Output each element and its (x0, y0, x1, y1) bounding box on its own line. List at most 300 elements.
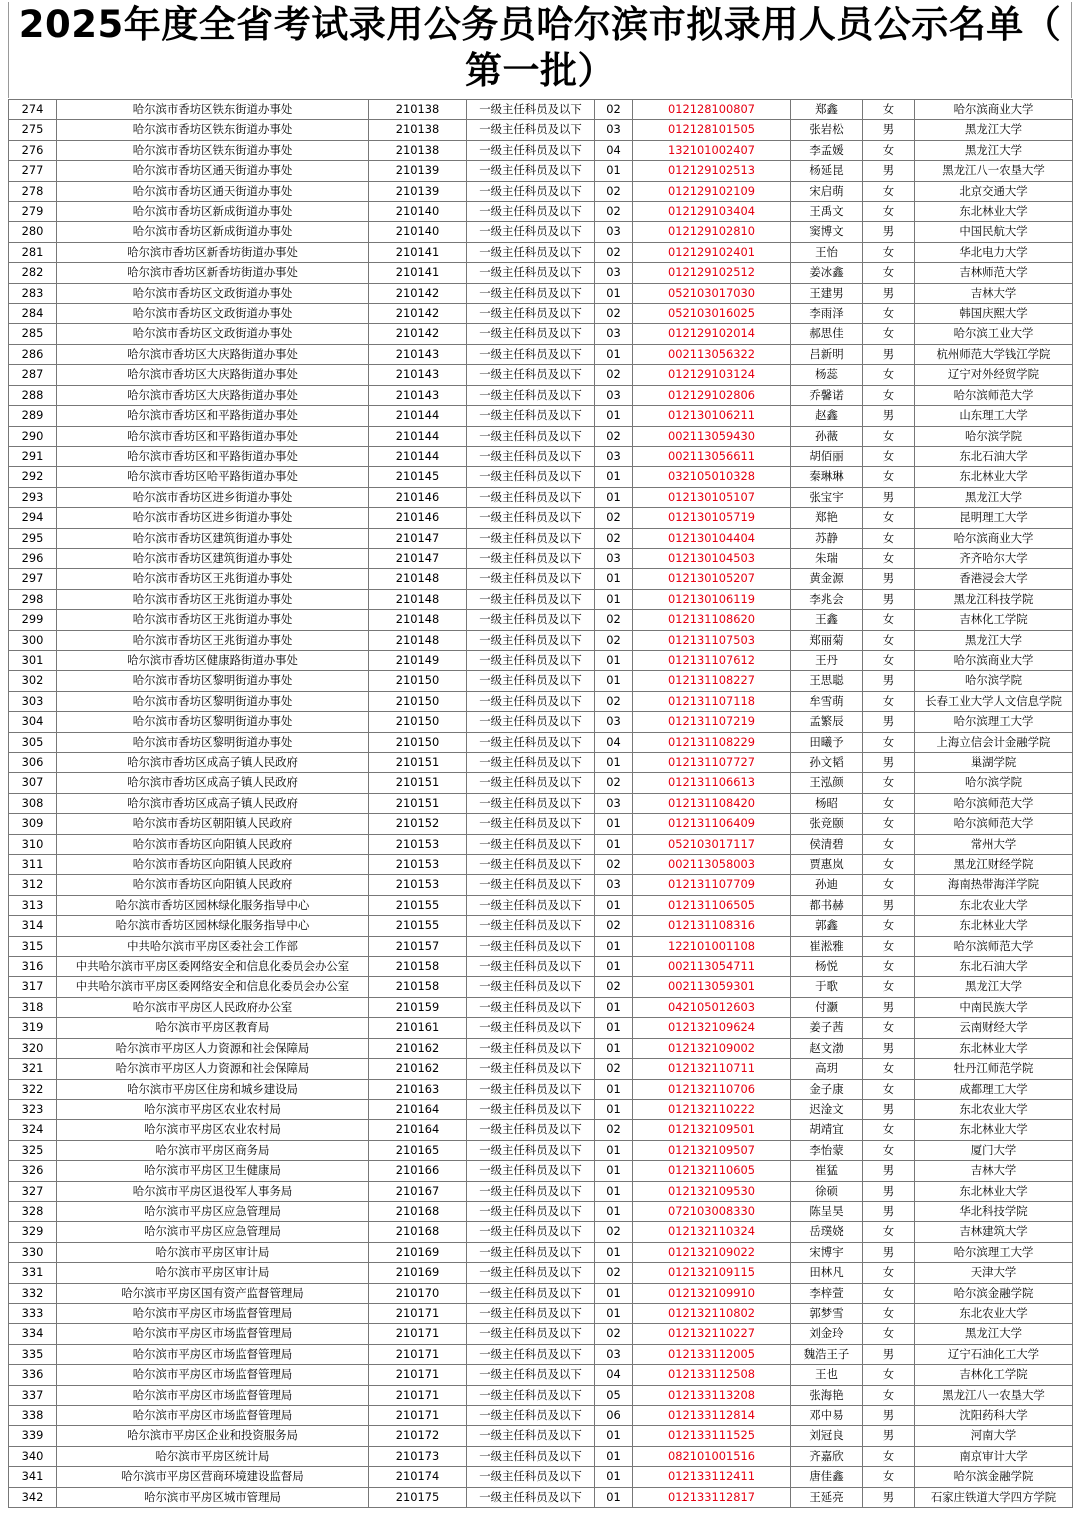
school-cell: 牡丹江师范学院 (915, 1059, 1073, 1079)
school-cell: 北京交通大学 (915, 181, 1073, 201)
school-cell: 哈尔滨理工大学 (915, 1242, 1073, 1262)
gender-cell: 女 (863, 1140, 915, 1160)
row-number-cell: 317 (9, 977, 57, 997)
gender-cell: 女 (863, 202, 915, 222)
position-code-cell: 210146 (369, 508, 467, 528)
employer-cell: 哈尔滨市香坊区大庆路街道办事处 (57, 365, 369, 385)
position-code-cell: 210150 (369, 691, 467, 711)
candidate-name-cell: 胡靖宜 (791, 1120, 863, 1140)
gender-cell: 女 (863, 916, 915, 936)
table-row (9, 1242, 1073, 1262)
school-cell: 吉林建筑大学 (915, 1222, 1073, 1242)
position-rank-cell: 01 (595, 997, 633, 1017)
ticket-number-cell: 132101002407 (633, 140, 791, 160)
candidate-name-cell: 魏浩王子 (791, 1344, 863, 1364)
candidate-name-cell: 宋启萌 (791, 181, 863, 201)
row-number-cell: 287 (9, 365, 57, 385)
row-number-cell: 284 (9, 304, 57, 324)
position-rank-cell: 01 (595, 834, 633, 854)
ticket-number-cell: 012133112508 (633, 1365, 791, 1385)
position-level-cell: 一级主任科员及以下 (467, 467, 595, 487)
candidate-name-cell: 崔猛 (791, 1161, 863, 1181)
position-level-cell: 一级主任科员及以下 (467, 732, 595, 752)
position-rank-cell: 01 (595, 1426, 633, 1446)
row-number-cell: 292 (9, 467, 57, 487)
ticket-number-cell: 012132109530 (633, 1181, 791, 1201)
school-cell: 哈尔滨学院 (915, 671, 1073, 691)
gender-cell: 女 (863, 793, 915, 813)
position-rank-cell: 01 (595, 1181, 633, 1201)
ticket-number-cell: 012132109910 (633, 1283, 791, 1303)
gender-cell: 男 (863, 406, 915, 426)
gender-cell: 女 (863, 1059, 915, 1079)
candidate-name-cell: 郭梦雪 (791, 1303, 863, 1323)
employer-cell: 哈尔滨市平房区住房和城乡建设局 (57, 1079, 369, 1099)
employer-cell: 哈尔滨市平房区应急管理局 (57, 1222, 369, 1242)
ticket-number-cell: 012132109022 (633, 1242, 791, 1262)
employer-cell: 哈尔滨市平房区国有资产监督管理局 (57, 1283, 369, 1303)
candidate-name-cell: 李雨泽 (791, 304, 863, 324)
school-cell: 哈尔滨学院 (915, 773, 1073, 793)
gender-cell: 女 (863, 263, 915, 283)
position-rank-cell: 03 (595, 793, 633, 813)
position-level-cell: 一级主任科员及以下 (467, 569, 595, 589)
school-cell: 哈尔滨师范大学 (915, 385, 1073, 405)
position-level-cell: 一级主任科员及以下 (467, 1099, 595, 1119)
row-number-cell: 311 (9, 855, 57, 875)
table-row (9, 100, 1073, 120)
school-cell: 齐齐哈尔大学 (915, 548, 1073, 568)
row-number-cell: 307 (9, 773, 57, 793)
ticket-number-cell: 012129102512 (633, 263, 791, 283)
table-row (9, 814, 1073, 834)
candidate-name-cell: 都书赫 (791, 895, 863, 915)
employer-cell: 哈尔滨市平房区卫生健康局 (57, 1161, 369, 1181)
school-cell: 黑龙江大学 (915, 977, 1073, 997)
table-row (9, 140, 1073, 160)
employer-cell: 哈尔滨市平房区市场监督管理局 (57, 1324, 369, 1344)
position-code-cell: 210144 (369, 446, 467, 466)
employer-cell: 哈尔滨市香坊区铁东街道办事处 (57, 120, 369, 140)
page-title (8, 2, 1072, 98)
position-rank-cell: 01 (595, 1038, 633, 1058)
position-level-cell: 一级主任科员及以下 (467, 1038, 595, 1058)
position-code-cell: 210142 (369, 324, 467, 344)
position-code-cell: 210138 (369, 140, 467, 160)
position-level-cell: 一级主任科员及以下 (467, 712, 595, 732)
school-cell: 哈尔滨学院 (915, 426, 1073, 446)
employer-cell: 哈尔滨市香坊区黎明街道办事处 (57, 712, 369, 732)
candidate-name-cell: 田林凡 (791, 1263, 863, 1283)
table-row (9, 610, 1073, 630)
table-row (9, 242, 1073, 262)
gender-cell: 男 (863, 1099, 915, 1119)
school-cell: 上海立信会计金融学院 (915, 732, 1073, 752)
gender-cell: 女 (863, 467, 915, 487)
position-code-cell: 210142 (369, 283, 467, 303)
candidate-name-cell: 李兆会 (791, 589, 863, 609)
gender-cell: 女 (863, 1283, 915, 1303)
table-row (9, 181, 1073, 201)
position-level-cell: 一级主任科员及以下 (467, 242, 595, 262)
employer-cell: 哈尔滨市香坊区健康路街道办事处 (57, 650, 369, 670)
school-cell: 哈尔滨理工大学 (915, 712, 1073, 732)
ticket-number-cell: 012133111525 (633, 1426, 791, 1446)
gender-cell: 女 (863, 365, 915, 385)
position-level-cell: 一级主任科员及以下 (467, 1467, 595, 1487)
table-row (9, 1303, 1073, 1323)
candidate-name-cell: 李怡蒙 (791, 1140, 863, 1160)
ticket-number-cell: 032105010328 (633, 467, 791, 487)
row-number-cell: 289 (9, 406, 57, 426)
position-level-cell: 一级主任科员及以下 (467, 691, 595, 711)
position-code-cell: 210172 (369, 1426, 467, 1446)
candidate-name-cell: 崔淞雅 (791, 936, 863, 956)
gender-cell: 女 (863, 1303, 915, 1323)
table-row (9, 161, 1073, 181)
school-cell: 成都理工大学 (915, 1079, 1073, 1099)
position-rank-cell: 01 (595, 467, 633, 487)
position-level-cell: 一级主任科员及以下 (467, 406, 595, 426)
employer-cell: 哈尔滨市平房区应急管理局 (57, 1201, 369, 1221)
position-rank-cell: 01 (595, 1303, 633, 1323)
position-level-cell: 一级主任科员及以下 (467, 1487, 595, 1507)
ticket-number-cell: 012130105207 (633, 569, 791, 589)
candidate-name-cell: 乔馨诺 (791, 385, 863, 405)
employer-cell: 哈尔滨市香坊区进乡街道办事处 (57, 508, 369, 528)
employer-cell: 哈尔滨市平房区人力资源和社会保障局 (57, 1038, 369, 1058)
ticket-number-cell: 012131106613 (633, 773, 791, 793)
row-number-cell: 303 (9, 691, 57, 711)
position-level-cell: 一级主任科员及以下 (467, 1446, 595, 1466)
candidate-name-cell: 徐硕 (791, 1181, 863, 1201)
position-level-cell: 一级主任科员及以下 (467, 548, 595, 568)
candidate-name-cell: 侯清碧 (791, 834, 863, 854)
table-row (9, 1344, 1073, 1364)
table-row (9, 1446, 1073, 1466)
position-rank-cell: 03 (595, 324, 633, 344)
school-cell: 东北林业大学 (915, 1038, 1073, 1058)
school-cell: 东北农业大学 (915, 1099, 1073, 1119)
position-rank-cell: 04 (595, 732, 633, 752)
table-row (9, 304, 1073, 324)
position-level-cell: 一级主任科员及以下 (467, 508, 595, 528)
school-cell: 东北农业大学 (915, 895, 1073, 915)
table-row (9, 569, 1073, 589)
position-code-cell: 210170 (369, 1283, 467, 1303)
employer-cell: 哈尔滨市香坊区通天街道办事处 (57, 181, 369, 201)
employer-cell: 哈尔滨市香坊区园林绿化服务指导中心 (57, 916, 369, 936)
row-number-cell: 309 (9, 814, 57, 834)
position-code-cell: 210158 (369, 957, 467, 977)
row-number-cell: 276 (9, 140, 57, 160)
position-level-cell: 一级主任科员及以下 (467, 793, 595, 813)
school-cell: 海南热带海洋学院 (915, 875, 1073, 895)
gender-cell: 女 (863, 691, 915, 711)
position-rank-cell: 01 (595, 589, 633, 609)
position-level-cell: 一级主任科员及以下 (467, 202, 595, 222)
ticket-number-cell: 072103008330 (633, 1201, 791, 1221)
candidate-name-cell: 赵鑫 (791, 406, 863, 426)
candidate-name-cell: 杨延昆 (791, 161, 863, 181)
table-row (9, 630, 1073, 650)
school-cell: 中南民族大学 (915, 997, 1073, 1017)
position-code-cell: 210139 (369, 181, 467, 201)
gender-cell: 男 (863, 569, 915, 589)
row-number-cell: 319 (9, 1018, 57, 1038)
table-row (9, 1426, 1073, 1446)
table-row (9, 753, 1073, 773)
row-number-cell: 305 (9, 732, 57, 752)
candidate-name-cell: 郭鑫 (791, 916, 863, 936)
table-row (9, 1181, 1073, 1201)
position-code-cell: 210165 (369, 1140, 467, 1160)
ticket-number-cell: 012132110706 (633, 1079, 791, 1099)
school-cell: 吉林大学 (915, 1161, 1073, 1181)
position-rank-cell: 02 (595, 426, 633, 446)
row-number-cell: 340 (9, 1446, 57, 1466)
row-number-cell: 334 (9, 1324, 57, 1344)
position-rank-cell: 02 (595, 691, 633, 711)
row-number-cell: 286 (9, 344, 57, 364)
candidate-name-cell: 王怡 (791, 242, 863, 262)
ticket-number-cell: 012131108229 (633, 732, 791, 752)
table-row (9, 222, 1073, 242)
table-row (9, 650, 1073, 670)
employer-cell: 哈尔滨市香坊区园林绿化服务指导中心 (57, 895, 369, 915)
position-rank-cell: 02 (595, 1059, 633, 1079)
gender-cell: 男 (863, 161, 915, 181)
position-code-cell: 210152 (369, 814, 467, 834)
ticket-number-cell: 012129102014 (633, 324, 791, 344)
gender-cell: 女 (863, 1365, 915, 1385)
row-number-cell: 320 (9, 1038, 57, 1058)
position-code-cell: 210171 (369, 1303, 467, 1323)
position-rank-cell: 02 (595, 202, 633, 222)
position-level-cell: 一级主任科员及以下 (467, 1242, 595, 1262)
position-level-cell: 一级主任科员及以下 (467, 814, 595, 834)
gender-cell: 男 (863, 895, 915, 915)
ticket-number-cell: 012132110605 (633, 1161, 791, 1181)
table-row (9, 1161, 1073, 1181)
table-row (9, 875, 1073, 895)
candidate-name-cell: 岳璞娆 (791, 1222, 863, 1242)
position-rank-cell: 01 (595, 1487, 633, 1507)
employer-cell: 哈尔滨市香坊区成高子镇人民政府 (57, 773, 369, 793)
position-level-cell: 一级主任科员及以下 (467, 997, 595, 1017)
position-rank-cell: 04 (595, 140, 633, 160)
position-level-cell: 一级主任科员及以下 (467, 344, 595, 364)
position-level-cell: 一级主任科员及以下 (467, 1140, 595, 1160)
candidate-name-cell: 窦博文 (791, 222, 863, 242)
employer-cell: 哈尔滨市香坊区和平路街道办事处 (57, 426, 369, 446)
row-number-cell: 306 (9, 753, 57, 773)
school-cell: 吉林师范大学 (915, 263, 1073, 283)
row-number-cell: 333 (9, 1303, 57, 1323)
position-level-cell: 一级主任科员及以下 (467, 936, 595, 956)
gender-cell: 女 (863, 1324, 915, 1344)
position-level-cell: 一级主任科员及以下 (467, 957, 595, 977)
position-code-cell: 210174 (369, 1467, 467, 1487)
table-row (9, 406, 1073, 426)
ticket-number-cell: 012132110324 (633, 1222, 791, 1242)
position-level-cell: 一级主任科员及以下 (467, 487, 595, 507)
position-level-cell: 一级主任科员及以下 (467, 1222, 595, 1242)
ticket-number-cell: 012132109501 (633, 1120, 791, 1140)
employer-cell: 哈尔滨市香坊区文政街道办事处 (57, 324, 369, 344)
table-row (9, 691, 1073, 711)
table-row (9, 263, 1073, 283)
position-rank-cell: 01 (595, 569, 633, 589)
gender-cell: 女 (863, 650, 915, 670)
gender-cell: 男 (863, 997, 915, 1017)
position-code-cell: 210147 (369, 548, 467, 568)
row-number-cell: 312 (9, 875, 57, 895)
school-cell: 哈尔滨师范大学 (915, 793, 1073, 813)
position-level-cell: 一级主任科员及以下 (467, 875, 595, 895)
table-row (9, 283, 1073, 303)
school-cell: 河南大学 (915, 1426, 1073, 1446)
ticket-number-cell: 012133112814 (633, 1406, 791, 1426)
candidate-name-cell: 孙迪 (791, 875, 863, 895)
candidate-name-cell: 田曦予 (791, 732, 863, 752)
school-cell: 韩国庆熙大学 (915, 304, 1073, 324)
candidate-name-cell: 张海艳 (791, 1385, 863, 1405)
position-rank-cell: 01 (595, 1079, 633, 1099)
employer-cell: 哈尔滨市香坊区王兆街道办事处 (57, 630, 369, 650)
position-code-cell: 210150 (369, 712, 467, 732)
position-level-cell: 一级主任科员及以下 (467, 1059, 595, 1079)
position-level-cell: 一级主任科员及以下 (467, 446, 595, 466)
candidate-name-cell: 牟雪萌 (791, 691, 863, 711)
position-code-cell: 210164 (369, 1120, 467, 1140)
gender-cell: 女 (863, 140, 915, 160)
employer-cell: 中共哈尔滨市平房区委社会工作部 (57, 936, 369, 956)
row-number-cell: 310 (9, 834, 57, 854)
candidate-name-cell: 杨悦 (791, 957, 863, 977)
school-cell: 哈尔滨商业大学 (915, 528, 1073, 548)
employer-cell: 哈尔滨市香坊区新香坊街道办事处 (57, 242, 369, 262)
position-code-cell: 210169 (369, 1263, 467, 1283)
row-number-cell: 322 (9, 1079, 57, 1099)
ticket-number-cell: 012133113208 (633, 1385, 791, 1405)
position-level-cell: 一级主任科员及以下 (467, 385, 595, 405)
position-code-cell: 210153 (369, 834, 467, 854)
candidate-name-cell: 黄金源 (791, 569, 863, 589)
position-rank-cell: 02 (595, 1324, 633, 1344)
table-row (9, 548, 1073, 568)
position-level-cell: 一级主任科员及以下 (467, 773, 595, 793)
gender-cell: 女 (863, 446, 915, 466)
gender-cell: 女 (863, 773, 915, 793)
position-rank-cell: 06 (595, 1406, 633, 1426)
candidate-name-cell: 宋博宇 (791, 1242, 863, 1262)
employer-cell: 哈尔滨市平房区人力资源和社会保障局 (57, 1059, 369, 1079)
row-number-cell: 335 (9, 1344, 57, 1364)
ticket-number-cell: 012131108620 (633, 610, 791, 630)
position-code-cell: 210141 (369, 263, 467, 283)
ticket-number-cell: 122101001108 (633, 936, 791, 956)
employer-cell: 哈尔滨市香坊区朝阳镇人民政府 (57, 814, 369, 834)
position-rank-cell: 03 (595, 1344, 633, 1364)
table-row (9, 487, 1073, 507)
position-rank-cell: 01 (595, 936, 633, 956)
position-code-cell: 210147 (369, 528, 467, 548)
candidate-name-cell: 郑丽菊 (791, 630, 863, 650)
ticket-number-cell: 012133112411 (633, 1467, 791, 1487)
table-row (9, 508, 1073, 528)
table-row (9, 1018, 1073, 1038)
position-level-cell: 一级主任科员及以下 (467, 1201, 595, 1221)
employer-cell: 哈尔滨市平房区企业和投资服务局 (57, 1426, 369, 1446)
row-number-cell: 321 (9, 1059, 57, 1079)
position-rank-cell: 01 (595, 406, 633, 426)
row-number-cell: 318 (9, 997, 57, 1017)
table-row (9, 793, 1073, 813)
position-code-cell: 210157 (369, 936, 467, 956)
ticket-number-cell: 042105012603 (633, 997, 791, 1017)
position-rank-cell: 01 (595, 1201, 633, 1221)
position-rank-cell: 02 (595, 916, 633, 936)
position-rank-cell: 02 (595, 508, 633, 528)
employer-cell: 哈尔滨市平房区审计局 (57, 1242, 369, 1262)
position-rank-cell: 01 (595, 1283, 633, 1303)
row-number-cell: 330 (9, 1242, 57, 1262)
roster-body (9, 100, 1073, 1508)
position-code-cell: 210145 (369, 467, 467, 487)
table-row (9, 467, 1073, 487)
table-row (9, 1099, 1073, 1119)
position-rank-cell: 02 (595, 855, 633, 875)
position-level-cell: 一级主任科员及以下 (467, 1426, 595, 1446)
table-row (9, 895, 1073, 915)
position-rank-cell: 01 (595, 1446, 633, 1466)
candidate-name-cell: 王延亮 (791, 1487, 863, 1507)
school-cell: 沈阳药科大学 (915, 1406, 1073, 1426)
position-rank-cell: 02 (595, 1263, 633, 1283)
school-cell: 东北农业大学 (915, 1303, 1073, 1323)
position-level-cell: 一级主任科员及以下 (467, 1079, 595, 1099)
position-code-cell: 210171 (369, 1344, 467, 1364)
candidate-name-cell: 孙文韬 (791, 753, 863, 773)
position-level-cell: 一级主任科员及以下 (467, 916, 595, 936)
gender-cell: 女 (863, 1263, 915, 1283)
position-level-cell: 一级主任科员及以下 (467, 650, 595, 670)
candidate-name-cell: 王丹 (791, 650, 863, 670)
position-code-cell: 210171 (369, 1406, 467, 1426)
gender-cell: 女 (863, 610, 915, 630)
school-cell: 哈尔滨商业大学 (915, 100, 1073, 120)
gender-cell: 女 (863, 548, 915, 568)
ticket-number-cell: 012131107709 (633, 875, 791, 895)
position-code-cell: 210164 (369, 1099, 467, 1119)
table-row (9, 1406, 1073, 1426)
position-code-cell: 210140 (369, 222, 467, 242)
candidate-name-cell: 迟淦文 (791, 1099, 863, 1119)
table-row (9, 671, 1073, 691)
position-code-cell: 210143 (369, 365, 467, 385)
position-rank-cell: 02 (595, 630, 633, 650)
gender-cell: 女 (863, 1120, 915, 1140)
employer-cell: 哈尔滨市香坊区王兆街道办事处 (57, 610, 369, 630)
school-cell: 哈尔滨师范大学 (915, 814, 1073, 834)
school-cell: 黑龙江大学 (915, 140, 1073, 160)
ticket-number-cell: 012131106505 (633, 895, 791, 915)
gender-cell: 女 (863, 957, 915, 977)
row-number-cell: 329 (9, 1222, 57, 1242)
employer-cell: 哈尔滨市香坊区向阳镇人民政府 (57, 834, 369, 854)
employer-cell: 哈尔滨市香坊区和平路街道办事处 (57, 406, 369, 426)
